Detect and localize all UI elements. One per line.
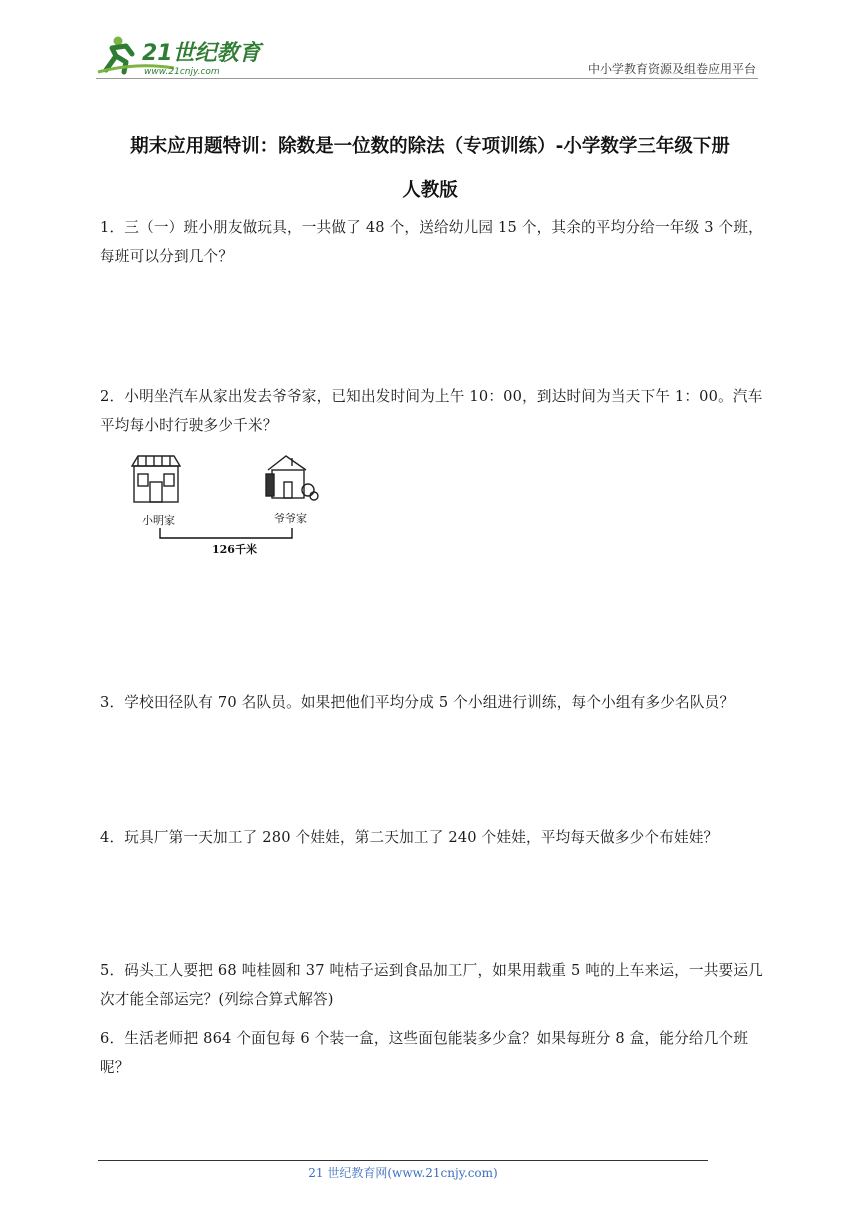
house-icon [266,456,318,500]
site-tagline: 中小学教育资源及组卷应用平台 [587,62,756,76]
site-logo [96,32,266,80]
footer-divider [98,1160,708,1161]
distance-bracket [160,528,292,538]
question-3: 3．学校田径队有 70 名队员。如果把他们平均分成 5 个小组进行训练，每个小组有多少名队员？ [100,694,735,711]
page-title-line2: 人教版 [402,180,458,201]
page-header [0,0,860,90]
svg-text:21世纪教育: 21世纪教育 [142,41,261,66]
question-4: 4．玩具厂第一天加工了 280 个娃娃，第二天加工了 240 个娃娃，平均每天做多少个布娃娃？ [100,829,719,846]
question-2: 2．小明坐汽车从家出发去爷爷家，已知出发时间为上午 10：00，到达时间为当天下午 1：00。汽车平均每小时行驶多少千米？ [100,388,763,434]
house-icon [132,456,180,502]
header-divider [96,78,758,79]
right-house-label: 爷爷家 [274,512,307,525]
left-house-label: 小明家 [142,514,175,527]
distance-figure [124,452,354,572]
svg-text:www.21cnjy.com: www.21cnjy.com [144,67,220,77]
page-title: 期末应用题特训：除数是一位数的除法（专项训练）-小学数学三年级下册 [130,136,730,157]
question-6: 6．生活老师把 864 个面包每 6 个装一盒，这些面包能装多少盒？如果每班分 8 盒，能分给几个班呢？ [100,1030,749,1076]
footer-text: 21 世纪教育网(www.21cnjy.com) [308,1166,498,1180]
distance-label: 126千米 [212,543,257,556]
question-1: 1．三（一）班小朋友做玩具，一共做了 48 个，送给幼儿园 15 个，其余的平均分给一年级 3 个班，每班可以分到几个？ [100,219,763,265]
question-5: 5．码头工人要把 68 吨桂圆和 37 吨桔子运到食品加工厂，如果用载重 5 吨的上车来运，一共要运几次才能全部运完？(列综合算式解答) [100,962,763,1008]
